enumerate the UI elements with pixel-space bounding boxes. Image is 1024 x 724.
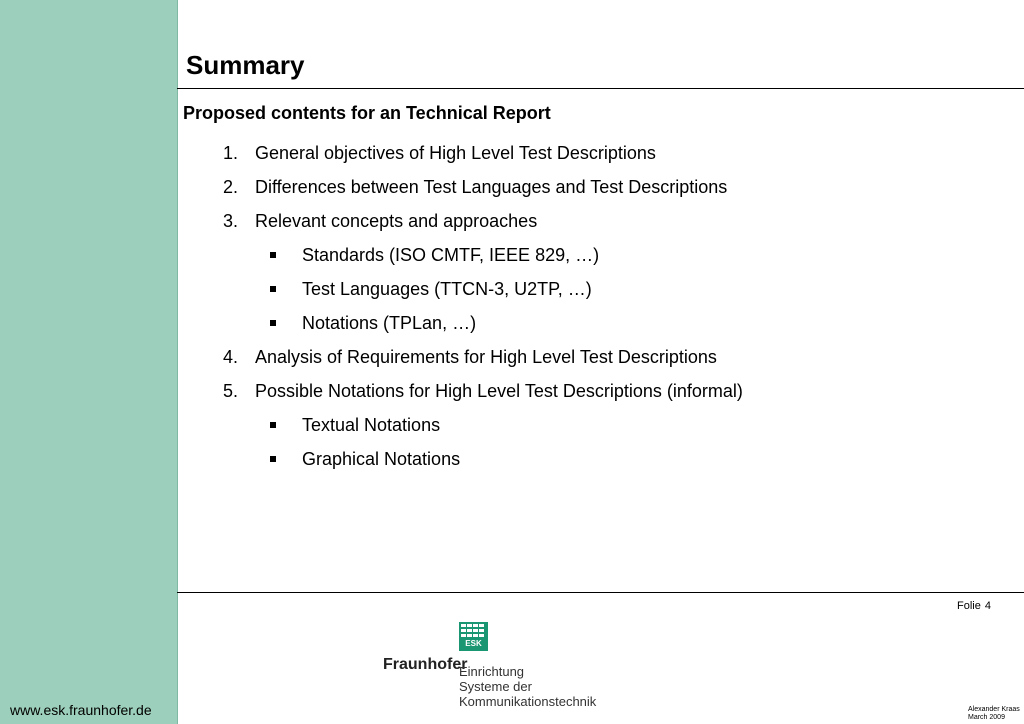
list-text: Relevant concepts and approaches [255, 211, 538, 231]
institute-line: Systeme der [459, 679, 532, 694]
title-divider [177, 88, 1024, 89]
author-name: Alexander Kraas [968, 706, 1020, 713]
slide-number [957, 600, 995, 612]
list-text: Textual Notations [302, 415, 441, 435]
organization-name: Fraunhofer [383, 656, 468, 673]
square-bullet-icon [270, 286, 276, 292]
list-number: 5. [223, 381, 239, 401]
logo-badge-text: ESK [465, 639, 482, 648]
institute-line: Kommunikationstechnik [459, 694, 597, 709]
institute-line: Einrichtung [459, 664, 525, 679]
list-text: Test Languages (TTCN-3, U2TP, …) [302, 279, 592, 299]
institute-name [459, 664, 596, 709]
slide-number-value: 4 [984, 600, 991, 612]
list-text: Differences between Test Languages and Test Descriptions [255, 177, 728, 197]
list-number: 2. [223, 177, 239, 197]
list-text: Analysis of Requirements for High Level Test Descriptions [255, 347, 717, 367]
author-date: March 2009 [968, 714, 1005, 721]
left-sidebar [0, 0, 178, 724]
author-info [968, 706, 1020, 722]
square-bullet-icon [270, 456, 276, 462]
esk-logo-icon [459, 622, 488, 651]
slide-title: Summary [186, 50, 305, 80]
footer-divider [177, 592, 1024, 593]
list-text: General objectives of High Level Test Descriptions [255, 143, 656, 163]
square-bullet-icon [270, 422, 276, 428]
slide-number-label: Folie [957, 600, 981, 612]
list-number: 3. [223, 211, 239, 231]
list-text: Notations (TPLan, …) [302, 313, 477, 333]
list-number: 4. [223, 347, 239, 367]
slide-subtitle: Proposed contents for an Technical Report [183, 103, 551, 123]
square-bullet-icon [270, 320, 276, 326]
list-text: Standards (ISO CMTF, IEEE 829, …) [302, 245, 600, 265]
list-number: 1. [223, 143, 239, 163]
website-url[interactable]: www.esk.fraunhofer.de [10, 702, 152, 718]
list-text: Possible Notations for High Level Test Descriptions (informal) [255, 381, 743, 401]
list-text: Graphical Notations [302, 449, 461, 469]
square-bullet-icon [270, 252, 276, 258]
